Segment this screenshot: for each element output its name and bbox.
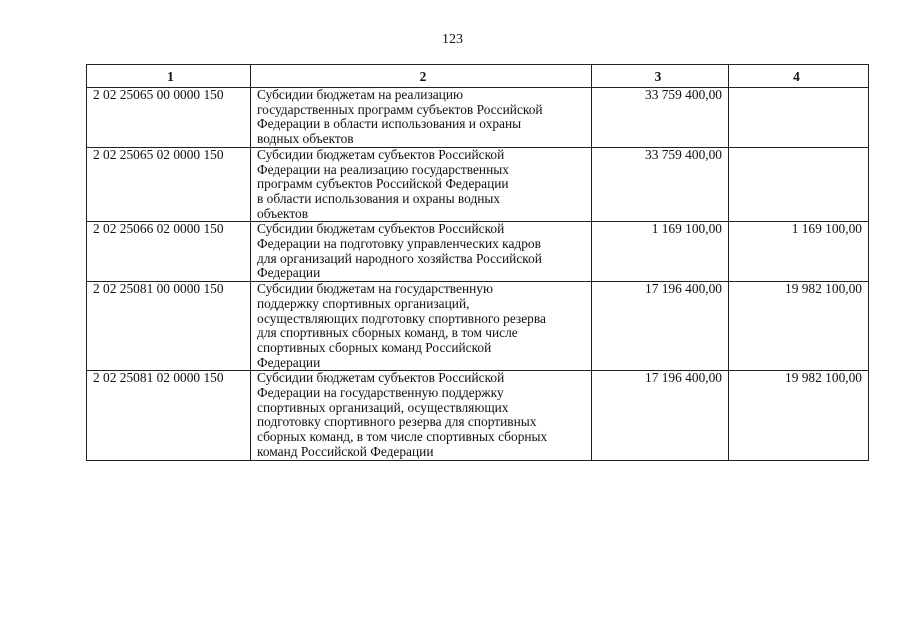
- name-line: Федерации на реализацию государственных: [257, 161, 509, 177]
- value-col-3-cell: 1 169 100,00: [592, 222, 729, 282]
- name-line: водных объектов: [257, 131, 354, 147]
- name-line: для организаций народного хозяйства Российской: [257, 250, 542, 266]
- name-line: для спортивных сборных команд, в том числе: [257, 325, 518, 341]
- value-col-3-cell: 33 759 400,00: [592, 88, 729, 148]
- budget-table: [86, 64, 869, 461]
- name-line: спортивных организаций, осуществляющих: [257, 399, 509, 415]
- header-col-4: 4: [729, 65, 869, 88]
- name-line: команд Российской Федерации: [257, 443, 434, 459]
- name-line: Субсидии бюджетам на реализацию: [257, 87, 464, 102]
- name-line: программ субъектов Российской Федерации: [257, 176, 509, 192]
- header-col-3: 3: [592, 65, 729, 88]
- table-body: [87, 88, 869, 461]
- value-col-3-cell: 33 759 400,00: [592, 147, 729, 222]
- page-number: 123: [442, 32, 463, 47]
- name-line: Федерации на подготовку управленческих кадров: [257, 236, 541, 252]
- code-cell: 2 02 25081 02 0000 150: [87, 371, 251, 460]
- name-line: объектов: [257, 205, 309, 221]
- value-col-3-cell: 17 196 400,00: [592, 282, 729, 371]
- name-line: Субсидии бюджетам субъектов Российской: [257, 221, 505, 237]
- name-cell: [251, 147, 592, 222]
- name-line: Субсидии бюджетам на государственную: [257, 281, 494, 297]
- name-cell: [251, 88, 592, 148]
- name-line: сборных команд, в том числе спортивных сборных: [257, 429, 548, 445]
- name-line: спортивных сборных команд Российской: [257, 339, 492, 355]
- value-col-4-cell: 19 982 100,00: [729, 371, 869, 460]
- name-cell: [251, 371, 592, 460]
- code-cell: 2 02 25066 02 0000 150: [87, 222, 251, 282]
- code-cell: 2 02 25081 00 0000 150: [87, 282, 251, 371]
- header-col-1: 1: [87, 65, 251, 88]
- table-row: [87, 147, 869, 222]
- name-line: Федерации на государственную поддержку: [257, 385, 504, 401]
- name-cell: [251, 222, 592, 282]
- name-line: Федерации в области использования и охраны: [257, 116, 522, 132]
- name-line: подготовку спортивного резерва для спортивных: [257, 414, 537, 430]
- table-row: [87, 222, 869, 282]
- table-row: [87, 371, 869, 460]
- value-col-4-cell: 19 982 100,00: [729, 282, 869, 371]
- header-col-2: 2: [251, 65, 592, 88]
- name-line: государственных программ субъектов Российской: [257, 101, 543, 117]
- code-cell: 2 02 25065 00 0000 150: [87, 88, 251, 148]
- value-col-4-cell: [729, 147, 869, 222]
- name-line: поддержку спортивных организаций,: [257, 295, 470, 311]
- name-line: Федерации: [257, 265, 321, 281]
- table-row: [87, 282, 869, 371]
- name-line: Субсидии бюджетам субъектов Российской: [257, 146, 505, 162]
- name-cell: [251, 282, 592, 371]
- name-line: осуществляющих подготовку спортивного резерва: [257, 310, 546, 326]
- name-line: Субсидии бюджетам субъектов Российской: [257, 370, 505, 386]
- code-cell: 2 02 25065 02 0000 150: [87, 147, 251, 222]
- table-header-row: [87, 65, 869, 88]
- name-line: Федерации: [257, 354, 321, 370]
- value-col-4-cell: 1 169 100,00: [729, 222, 869, 282]
- name-line: в области использования и охраны водных: [257, 190, 501, 206]
- value-col-4-cell: [729, 88, 869, 148]
- value-col-3-cell: 17 196 400,00: [592, 371, 729, 460]
- table-row: [87, 88, 869, 148]
